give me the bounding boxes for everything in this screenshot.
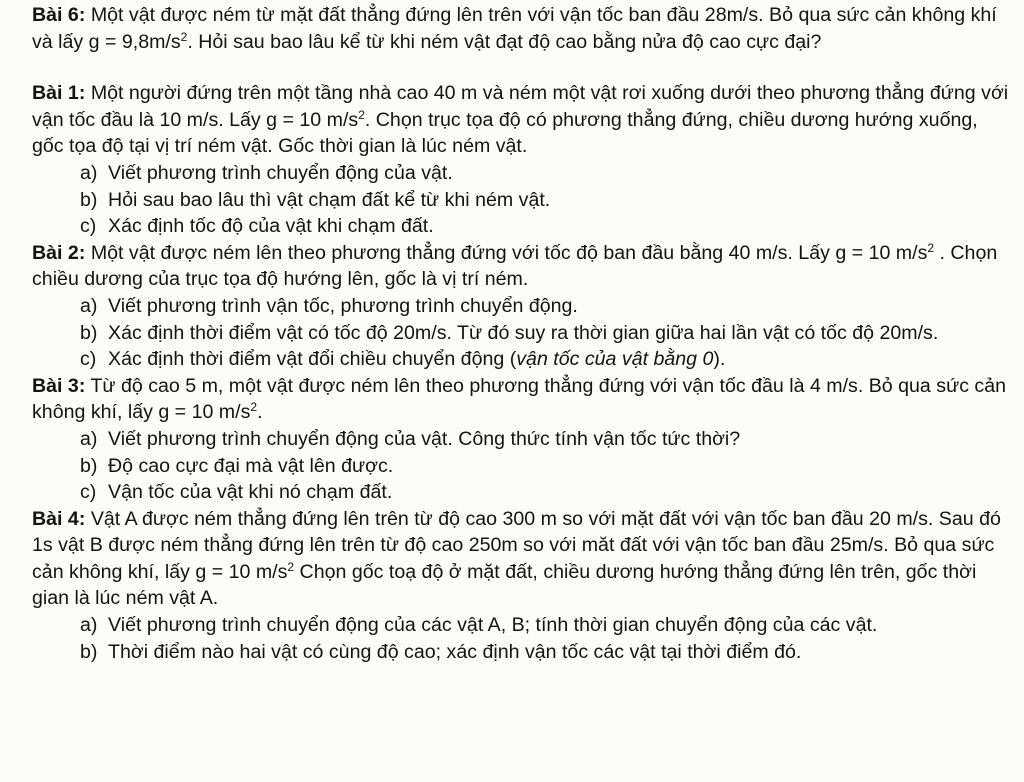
sub-question-text: Viết phương trình chuyển động của các vật A, B; tính thời gian chuyển động của các vật.	[108, 614, 878, 637]
problem-number: Bài 6:	[32, 4, 86, 26]
problem-4	[32, 506, 1010, 666]
sub-question	[80, 320, 1010, 347]
sub-question-label: a)	[80, 614, 98, 637]
problem-statement	[32, 2, 1010, 55]
sub-question-list	[32, 612, 1010, 665]
problem-1	[32, 80, 1010, 240]
problem-text-after: Chọn gốc toạ độ ở mặt đất, chiều dương hướng thẳng đứng lên trên, gốc thời gian là lúc ném vật A.	[32, 560, 977, 610]
sub-question-label: a)	[80, 294, 98, 317]
italic-note: vận tốc của vật bằng 0	[516, 348, 714, 371]
sub-question-label: b)	[80, 321, 98, 344]
sub-question	[80, 346, 1010, 373]
sub-question-label: b)	[80, 640, 98, 663]
sub-question-text: Thời điểm nào hai vật có cùng độ cao; xác định vận tốc các vật tại thời điểm đó.	[108, 640, 802, 663]
problem-text-after: . Chọn trục tọa độ có phương thẳng đứng, chiều dương hướng xuống, gốc tọa độ tại vị trí ném vật. Gốc thời gian là lúc ném vật.	[32, 108, 978, 158]
problem-text-after: . Hỏi sau bao lâu kể từ khi ném vật đạt độ cao bằng nửa độ cao cực đại?	[187, 30, 822, 53]
exponent: 2	[180, 29, 188, 44]
problem-number: Bài 4:	[32, 507, 86, 530]
problem-number: Bài 1:	[32, 82, 86, 105]
sub-question	[80, 453, 1010, 480]
sub-question-list	[32, 160, 1010, 240]
sub-question-label: a)	[80, 161, 98, 184]
sub-question	[80, 187, 1010, 214]
sub-question-text: Viết phương trình vận tốc, phương trình chuyển động.	[108, 294, 578, 317]
problem-statement	[32, 506, 1010, 612]
problem-text: Từ độ cao 5 m, một vật được ném lên theo phương thẳng đứng với vận tốc đầu là 4 m/s. Bỏ qua sức cản không khí, lấy g = 10 m/s	[32, 374, 1007, 424]
problem-statement	[32, 373, 1010, 426]
sub-question-list	[32, 293, 1010, 373]
sub-question	[80, 426, 1010, 453]
sub-question-text: Độ cao cực đại mà vật lên được.	[108, 454, 394, 477]
sub-question-text-start: Xác định thời điểm vật đổi chiều chuyển động (	[108, 348, 517, 371]
sub-question-text: Hỏi sau bao lâu thì vật chạm đất kể từ khi ném vật.	[108, 188, 551, 211]
sub-question	[80, 293, 1010, 320]
sub-question	[80, 160, 1010, 187]
problem-6	[32, 2, 1010, 55]
problem-text-after: . Chọn chiều dương của trục tọa độ hướng lên, gốc là vị trí ném.	[32, 241, 998, 291]
problem-2	[32, 240, 1010, 373]
exponent: 2	[358, 107, 365, 122]
sub-question	[80, 479, 1010, 506]
problem-text: Một người đứng trên một tầng nhà cao 40 m và ném một vật rơi xuống dưới theo phương thẳng đứng với vận tốc đầu là 10 m/s. Lấy g = 10 m/s	[32, 82, 1009, 131]
sub-question-text: Viết phương trình chuyển động của vật.	[108, 161, 453, 184]
sub-question-text: Xác định tốc độ của vật khi chạm đất.	[108, 215, 434, 238]
exponent: 2	[287, 559, 295, 574]
sub-question	[80, 639, 1010, 666]
sub-question-text: Xác định thời điểm vật có tốc độ 20m/s. Từ đó suy ra thời gian giữa hai lần vật có tốc độ 20m/s.	[108, 321, 939, 344]
problem-number: Bài 2:	[32, 241, 86, 264]
exponent: 2	[250, 400, 258, 415]
sub-question-label: b)	[80, 188, 98, 211]
sub-question	[80, 213, 1010, 240]
problem-text: Một vật được ném lên theo phương thẳng đứng với tốc độ ban đầu bằng 40 m/s. Lấy g = 10 m/s	[90, 241, 928, 264]
sub-question-label: c)	[80, 348, 97, 371]
sub-question-label: c)	[80, 481, 97, 504]
problem-statement	[32, 240, 1010, 293]
problem-text: Vật A được ném thẳng đứng lên trên từ độ cao 300 m so với mặt đất với vận tốc ban đầu 20 m/s. Sau đó 1s vật B được ném thẳng đứng lên trên từ độ cao 250m so với măt đất với vận tốc ban đầu 25m/s. Bỏ qua sức cản không khí, lấy g = 10 m/s	[32, 507, 1001, 583]
sub-question-label: b)	[80, 454, 98, 477]
exponent: 2	[927, 240, 935, 255]
problem-number: Bài 3:	[32, 374, 86, 397]
sub-question-label: a)	[80, 427, 98, 450]
problem-statement	[32, 80, 1010, 160]
sub-question-text-end: ).	[713, 348, 726, 371]
problem-text-after: .	[257, 401, 263, 424]
sub-question-label: c)	[80, 215, 97, 238]
spacer	[32, 55, 1010, 80]
sub-question-text: Vận tốc của vật khi nó chạm đất.	[108, 481, 393, 504]
sub-question-text: Viết phương trình chuyển động của vật. Công thức tính vận tốc tức thời?	[108, 427, 741, 450]
sub-question-text	[108, 346, 1010, 373]
sub-question	[80, 612, 1010, 639]
problem-text: Một vật được ném từ mặt đất thẳng đứng lên trên với vận tốc ban đầu 28m/s. Bỏ qua sức cản không khí và lấy g = 9,8m/s	[32, 4, 997, 53]
problem-3	[32, 373, 1010, 506]
sub-question-list	[32, 426, 1010, 506]
